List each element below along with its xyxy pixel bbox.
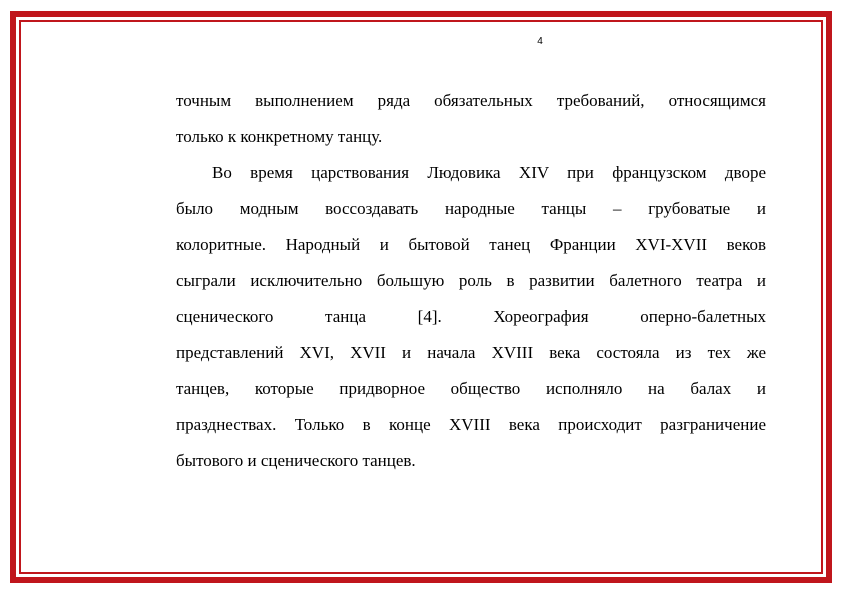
text-line: колоритные. Народный и бытовой танец Франции XVI-XVII веков	[176, 235, 766, 254]
paragraph-1	[176, 83, 766, 155]
text-line: точным выполнением ряда обязательных требований, относящимся	[176, 91, 766, 110]
text-line: танцев, которые придворное общество исполняло на балах и	[176, 379, 766, 398]
text-line: было модным воссоздавать народные танцы – грубоватые и	[176, 199, 766, 218]
body-text	[176, 83, 766, 479]
page-number: 4	[537, 36, 543, 47]
paragraph-2	[176, 155, 766, 479]
text-line: представлений XVI, XVII и начала XVIII века состояла из тех же	[176, 343, 766, 362]
text-line: сыграли исключительно большую роль в развитии балетного театра и	[176, 271, 766, 290]
text-line: Во время царствования Людовика XIV при французском дворе	[212, 163, 766, 182]
text-line: только к конкретному танцу.	[176, 127, 383, 146]
text-line: празднествах. Только в конце XVIII века происходит разграничение	[176, 415, 766, 434]
text-line: бытового и сценического танцев.	[176, 451, 416, 470]
text-line: сценического танца [4]. Хореография оперно-балетных	[176, 307, 766, 326]
